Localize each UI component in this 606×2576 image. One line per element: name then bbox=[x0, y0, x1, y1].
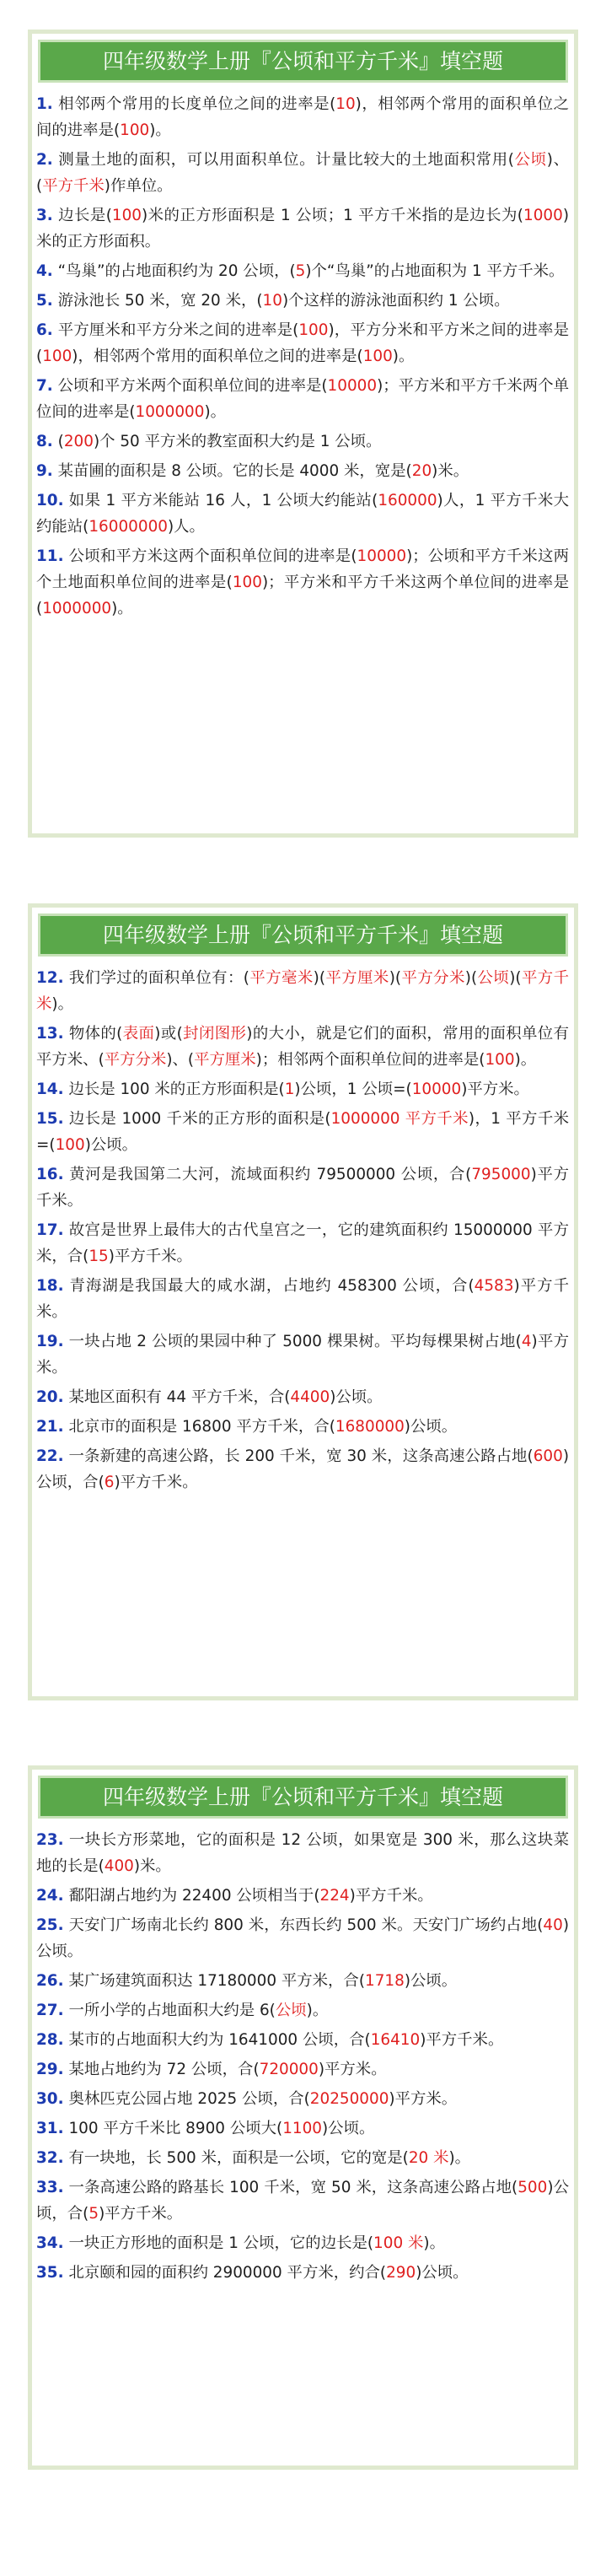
question-item bbox=[36, 2175, 569, 2227]
answer-text: 40 bbox=[543, 1916, 563, 1934]
question-text: )( bbox=[389, 969, 402, 987]
question-number: 7. bbox=[36, 377, 53, 395]
answer-text: 5 bbox=[295, 262, 306, 280]
answer-text: 表面 bbox=[122, 1025, 155, 1043]
question-item bbox=[36, 2056, 569, 2083]
question-text: )人，1 平方千米大约能站( bbox=[36, 492, 569, 536]
question-text: )的大小，就是它们的面积，常用的面积单位有平方米、( bbox=[36, 1025, 569, 1069]
question-text: )公顷。 bbox=[404, 1418, 458, 1436]
question-text: 青海湖是我国最大的咸水湖，占地约 458300 公顷，合( bbox=[63, 1277, 475, 1295]
question-item bbox=[36, 202, 569, 255]
question-card-3 bbox=[28, 1765, 578, 2470]
question-number: 18. bbox=[36, 1277, 64, 1295]
question-number: 23. bbox=[36, 1831, 64, 1849]
question-item bbox=[36, 1883, 569, 1909]
question-text: 一块占地 2 公顷的果园中种了 5000 棵果树。平均每棵果树占地( bbox=[63, 1333, 522, 1350]
question-text: )，相邻两个常用的面积单位之间的进率是( bbox=[36, 95, 569, 139]
answer-text: 1718 bbox=[365, 1972, 405, 1990]
question-text: )。 bbox=[111, 600, 133, 617]
answer-text: 10000 bbox=[327, 377, 378, 395]
question-list bbox=[36, 91, 569, 625]
answer-text: 平方分米 bbox=[401, 969, 465, 987]
question-list bbox=[36, 1827, 569, 2289]
question-text: 公顷和平方米这两个面积单位间的进率是( bbox=[63, 547, 357, 565]
question-text: 北京市的面积是 16800 平方千米，合( bbox=[63, 1418, 335, 1436]
question-text: )公顷。 bbox=[84, 1136, 138, 1154]
question-text: 相邻两个常用的长度单位之间的进率是( bbox=[52, 95, 336, 113]
question-number: 27. bbox=[36, 2002, 64, 2019]
question-text: )平方千米。 bbox=[36, 1166, 569, 1210]
question-text: )公顷。 bbox=[404, 1972, 458, 1990]
question-text: 某市的占地面积大约为 1641000 公顷，合( bbox=[63, 2031, 371, 2049]
answer-text: 795000 bbox=[471, 1166, 531, 1183]
question-text: 100 平方千米比 8900 公顷大( bbox=[63, 2120, 283, 2137]
question-item bbox=[36, 1328, 569, 1381]
answer-text: 290 bbox=[386, 2264, 416, 2282]
question-number: 32. bbox=[36, 2149, 64, 2167]
question-text: )平方米。 bbox=[318, 2061, 387, 2078]
question-number: 30. bbox=[36, 2090, 64, 2108]
card-title: 四年级数学上册『公顷和平方千米』填空题 bbox=[38, 40, 568, 83]
question-number: 12. bbox=[36, 969, 64, 987]
question-number: 26. bbox=[36, 1972, 64, 1990]
question-text: )公顷。 bbox=[322, 2120, 375, 2137]
question-number: 19. bbox=[36, 1333, 64, 1350]
question-number: 17. bbox=[36, 1221, 64, 1239]
question-text: 测量土地的面积，可以用面积单位。计量比较大的土地面积常用( bbox=[52, 151, 514, 169]
question-text: )。 bbox=[149, 121, 171, 139]
question-item bbox=[36, 543, 569, 622]
question-text: )( bbox=[464, 969, 478, 987]
answer-text: 600 bbox=[533, 1447, 563, 1465]
question-text: )( bbox=[313, 969, 326, 987]
question-text: )，相邻两个常用的面积单位之间的进率是( bbox=[72, 348, 363, 365]
question-text: )。 bbox=[514, 1051, 537, 1069]
question-text: 边长是( bbox=[52, 207, 112, 224]
question-text: 公顷和平方米两个面积单位间的进率是( bbox=[52, 377, 328, 395]
answer-text: 100 bbox=[42, 348, 72, 365]
question-text: 某地区面积有 44 平方千米，合( bbox=[63, 1388, 291, 1406]
answer-text: 平方千米 bbox=[36, 969, 569, 1013]
question-text: 某苗圃的面积是 8 公顷。它的长是 4000 米，宽是( bbox=[52, 462, 412, 480]
question-number: 28. bbox=[36, 2031, 64, 2049]
question-text: 我们学过的面积单位有：( bbox=[63, 969, 249, 987]
answer-text: 10 bbox=[262, 292, 282, 310]
question-text: )人。 bbox=[167, 518, 205, 536]
question-text: )平方米。 bbox=[389, 2090, 458, 2108]
question-text: 奥林匹克公园占地 2025 公顷，合( bbox=[63, 2090, 310, 2108]
question-number: 6. bbox=[36, 321, 53, 339]
answer-text: 160000 bbox=[378, 492, 437, 509]
question-item bbox=[36, 1912, 569, 1964]
question-text: )。 bbox=[306, 2002, 329, 2019]
question-text: )个这样的游泳池面积约 1 公顷。 bbox=[282, 292, 510, 310]
answer-text: 224 bbox=[319, 1887, 350, 1905]
question-text: )公顷，合( bbox=[36, 1447, 569, 1491]
answer-text: 4400 bbox=[290, 1388, 330, 1406]
question-text: )作单位。 bbox=[104, 177, 173, 195]
answer-text: 20250000 bbox=[309, 2090, 389, 2108]
question-item bbox=[36, 1827, 569, 1879]
question-item bbox=[36, 1968, 569, 1994]
question-text: 有一块地，长 500 米，面积是一公顷，它的宽是( bbox=[63, 2149, 409, 2167]
question-text: 游泳池长 50 米，宽 20 米，( bbox=[52, 292, 263, 310]
question-text: )。 bbox=[204, 403, 227, 421]
answer-text: 10 bbox=[335, 95, 356, 113]
answer-text: 100 bbox=[362, 348, 393, 365]
answer-text: 1000000 平方千米 bbox=[330, 1110, 469, 1128]
question-number: 20. bbox=[36, 1388, 64, 1406]
answer-text: 平方厘米 bbox=[194, 1051, 256, 1069]
question-number: 10. bbox=[36, 492, 64, 509]
question-number: 16. bbox=[36, 1166, 64, 1183]
answer-text: 10000 bbox=[357, 547, 407, 565]
question-number: 35. bbox=[36, 2264, 64, 2282]
question-text: )公顷，1 公顷=( bbox=[294, 1081, 412, 1098]
question-number: 2. bbox=[36, 151, 53, 169]
answer-text: 1000000 bbox=[42, 600, 112, 617]
question-text: 天安门广场南北长约 800 米，东西长约 500 米。天安门广场约占地( bbox=[63, 1916, 544, 1934]
answer-text: 封闭图形 bbox=[182, 1025, 247, 1043]
question-text: )个“鸟巢”的占地面积为 1 平方千米。 bbox=[305, 262, 565, 280]
question-text: )平方千米。 bbox=[36, 1277, 569, 1321]
question-text: 物体的( bbox=[63, 1025, 123, 1043]
answer-text: 720000 bbox=[259, 2061, 319, 2078]
question-text: 一块正方形地的面积是 1 公顷，它的边长是( bbox=[63, 2234, 374, 2252]
question-text: 故宫是世界上最伟大的古代皇宫之一，它的建筑面积约 15000000 平方米，合( bbox=[36, 1221, 569, 1265]
question-text: 如果 1 平方米能站 16 人，1 公顷大约能站( bbox=[63, 492, 378, 509]
question-text: 鄱阳湖占地约为 22400 公顷相当于( bbox=[63, 1887, 320, 1905]
answer-text: 100 bbox=[485, 1051, 515, 1069]
question-number: 31. bbox=[36, 2120, 64, 2137]
answer-text: 1100 bbox=[282, 2120, 322, 2137]
question-text: )米。 bbox=[432, 462, 469, 480]
answer-text: 4 bbox=[521, 1333, 532, 1350]
answer-text: 平方千米 bbox=[42, 177, 105, 195]
question-text: )。 bbox=[448, 2149, 471, 2167]
question-item bbox=[36, 2086, 569, 2112]
question-text: 一所小学的占地面积大约是 6( bbox=[63, 2002, 276, 2019]
answer-text: 1000 bbox=[523, 207, 563, 224]
question-text: 黄河是我国第二大河，流域面积约 79500000 公顷，合( bbox=[63, 1166, 472, 1183]
question-item bbox=[36, 1384, 569, 1410]
question-text: 平方厘米和平方分米之间的进率是( bbox=[52, 321, 299, 339]
question-text: 边长是 1000 千米的正方形的面积是( bbox=[63, 1110, 331, 1128]
question-number: 1. bbox=[36, 95, 53, 113]
answer-text: 20 米 bbox=[408, 2149, 449, 2167]
answer-text: 100 米 bbox=[373, 2234, 424, 2252]
question-text: )；平方米和平方千米两个单位间的进率是( bbox=[36, 377, 569, 421]
question-text: )、( bbox=[166, 1051, 195, 1069]
answer-text: 20 bbox=[411, 462, 432, 480]
question-item bbox=[36, 1414, 569, 1440]
question-number: 33. bbox=[36, 2179, 64, 2196]
question-item bbox=[36, 317, 569, 369]
card-title: 四年级数学上册『公顷和平方千米』填空题 bbox=[38, 1776, 568, 1819]
question-text: )个 50 平方米的教室面积大约是 1 公顷。 bbox=[93, 433, 382, 450]
question-item bbox=[36, 488, 569, 540]
question-number: 13. bbox=[36, 1025, 64, 1043]
answer-text: 1 bbox=[284, 1081, 295, 1098]
answer-text: 500 bbox=[518, 2179, 548, 2196]
question-text: ( bbox=[52, 433, 64, 450]
question-text: 一块长方形菜地，它的面积是 12 公顷，如果宽是 300 米，那么这块菜地的长是( bbox=[36, 1831, 569, 1875]
question-text: )，1 平方千米=( bbox=[36, 1110, 569, 1154]
answer-text: 100 bbox=[111, 207, 142, 224]
question-item bbox=[36, 1443, 569, 1495]
answer-text: 平方分米 bbox=[104, 1051, 167, 1069]
card-title: 四年级数学上册『公顷和平方千米』填空题 bbox=[38, 913, 568, 957]
question-list bbox=[36, 965, 569, 1499]
answer-text: 4583 bbox=[474, 1277, 514, 1295]
question-text: )( bbox=[509, 969, 522, 987]
question-item bbox=[36, 965, 569, 1017]
question-text: )。 bbox=[51, 995, 73, 1013]
question-item bbox=[36, 1273, 569, 1325]
question-item bbox=[36, 2027, 569, 2053]
answer-text: 1000000 bbox=[135, 403, 205, 421]
question-item bbox=[36, 428, 569, 455]
question-number: 5. bbox=[36, 292, 53, 310]
question-text: )。 bbox=[392, 348, 415, 365]
answer-text: 平方毫米 bbox=[249, 969, 314, 987]
question-number: 25. bbox=[36, 1916, 64, 1934]
question-text: )，平方分米和平方米之间的进率是( bbox=[36, 321, 569, 365]
question-card-1 bbox=[28, 30, 578, 838]
question-number: 14. bbox=[36, 1081, 64, 1098]
question-item bbox=[36, 1021, 569, 1073]
question-text: )米的正方形面积。 bbox=[36, 207, 569, 251]
question-item bbox=[36, 373, 569, 425]
question-item bbox=[36, 1076, 569, 1102]
question-text: )公顷。 bbox=[330, 1388, 383, 1406]
question-text: )；公顷和平方千米这两个土地面积单位间的进率是( bbox=[36, 547, 569, 591]
question-text: )平方米。 bbox=[461, 1081, 529, 1098]
question-text: )公顷。 bbox=[36, 1916, 569, 1960]
question-text: )平方千米。 bbox=[420, 2031, 504, 2049]
question-item bbox=[36, 147, 569, 199]
question-text: “鸟巢”的占地面积约为 20 公顷，( bbox=[52, 262, 296, 280]
question-item bbox=[36, 1106, 569, 1158]
question-text: )平方千米。 bbox=[349, 1887, 433, 1905]
question-item bbox=[36, 2260, 569, 2286]
question-number: 34. bbox=[36, 2234, 64, 2252]
question-number: 3. bbox=[36, 207, 53, 224]
question-text: )平方千米。 bbox=[114, 1474, 198, 1491]
answer-text: 100 bbox=[298, 321, 329, 339]
question-text: )公顷，合( bbox=[36, 2179, 569, 2223]
question-number: 24. bbox=[36, 1887, 64, 1905]
question-text: )平方米。 bbox=[36, 1333, 569, 1377]
question-text: 一条高速公路的路基长 100 千米，宽 50 米，这条高速公路占地( bbox=[63, 2179, 518, 2196]
answer-text: 100 bbox=[120, 121, 150, 139]
question-text: )平方千米。 bbox=[99, 2205, 183, 2223]
answer-text: 平方厘米 bbox=[325, 969, 389, 987]
question-text: )米的正方形面积是 1 公顷；1 平方千米指的是边长为( bbox=[142, 207, 523, 224]
question-item bbox=[36, 2230, 569, 2256]
answer-text: 100 bbox=[55, 1136, 85, 1154]
answer-text: 10000 bbox=[411, 1081, 462, 1098]
question-item bbox=[36, 2115, 569, 2142]
question-text: )或( bbox=[154, 1025, 183, 1043]
answer-text: 400 bbox=[104, 1857, 134, 1875]
question-item bbox=[36, 1217, 569, 1269]
question-item bbox=[36, 288, 569, 314]
answer-text: 15 bbox=[88, 1248, 109, 1265]
question-number: 29. bbox=[36, 2061, 64, 2078]
question-text: )；平方米和平方千米这两个单位间的进率是( bbox=[36, 574, 569, 617]
question-text: )。 bbox=[423, 2234, 445, 2252]
answer-text: 16000000 bbox=[88, 518, 168, 536]
question-item bbox=[36, 91, 569, 143]
question-text: )、( bbox=[36, 151, 569, 195]
question-text: )公顷。 bbox=[416, 2264, 469, 2282]
question-item bbox=[36, 1997, 569, 2024]
question-text: 北京颐和园的面积约 2900000 平方米，约合( bbox=[63, 2264, 387, 2282]
question-number: 22. bbox=[36, 1447, 64, 1465]
question-text: 边长是 100 米的正方形面积是( bbox=[63, 1081, 285, 1098]
question-item bbox=[36, 1161, 569, 1214]
question-number: 9. bbox=[36, 462, 53, 480]
question-number: 15. bbox=[36, 1110, 64, 1128]
answer-text: 16410 bbox=[370, 2031, 421, 2049]
answer-text: 6 bbox=[104, 1474, 115, 1491]
question-number: 4. bbox=[36, 262, 53, 280]
question-text: 某地占地约为 72 公顷，合( bbox=[63, 2061, 260, 2078]
question-text: 一条新建的高速公路，长 200 千米，宽 30 米，这条高速公路占地( bbox=[63, 1447, 534, 1465]
question-text: 某广场建筑面积达 17180000 平方米，合( bbox=[63, 1972, 365, 1990]
question-text: )米。 bbox=[133, 1857, 171, 1875]
answer-text: 公顷 bbox=[477, 969, 510, 987]
question-number: 11. bbox=[36, 547, 64, 565]
answer-text: 5 bbox=[88, 2205, 99, 2223]
question-number: 8. bbox=[36, 433, 53, 450]
question-item bbox=[36, 2145, 569, 2171]
answer-text: 1680000 bbox=[335, 1418, 405, 1436]
question-item bbox=[36, 458, 569, 484]
answer-text: 200 bbox=[63, 433, 94, 450]
answer-text: 公顷 bbox=[513, 151, 547, 169]
question-text: )；相邻两个面积单位间的进率是( bbox=[255, 1051, 485, 1069]
question-number: 21. bbox=[36, 1418, 64, 1436]
answer-text: 100 bbox=[232, 574, 262, 591]
answer-text: 公顷 bbox=[275, 2002, 307, 2019]
question-text: )平方千米。 bbox=[108, 1248, 192, 1265]
question-card-2 bbox=[28, 903, 578, 1700]
question-item bbox=[36, 258, 569, 284]
